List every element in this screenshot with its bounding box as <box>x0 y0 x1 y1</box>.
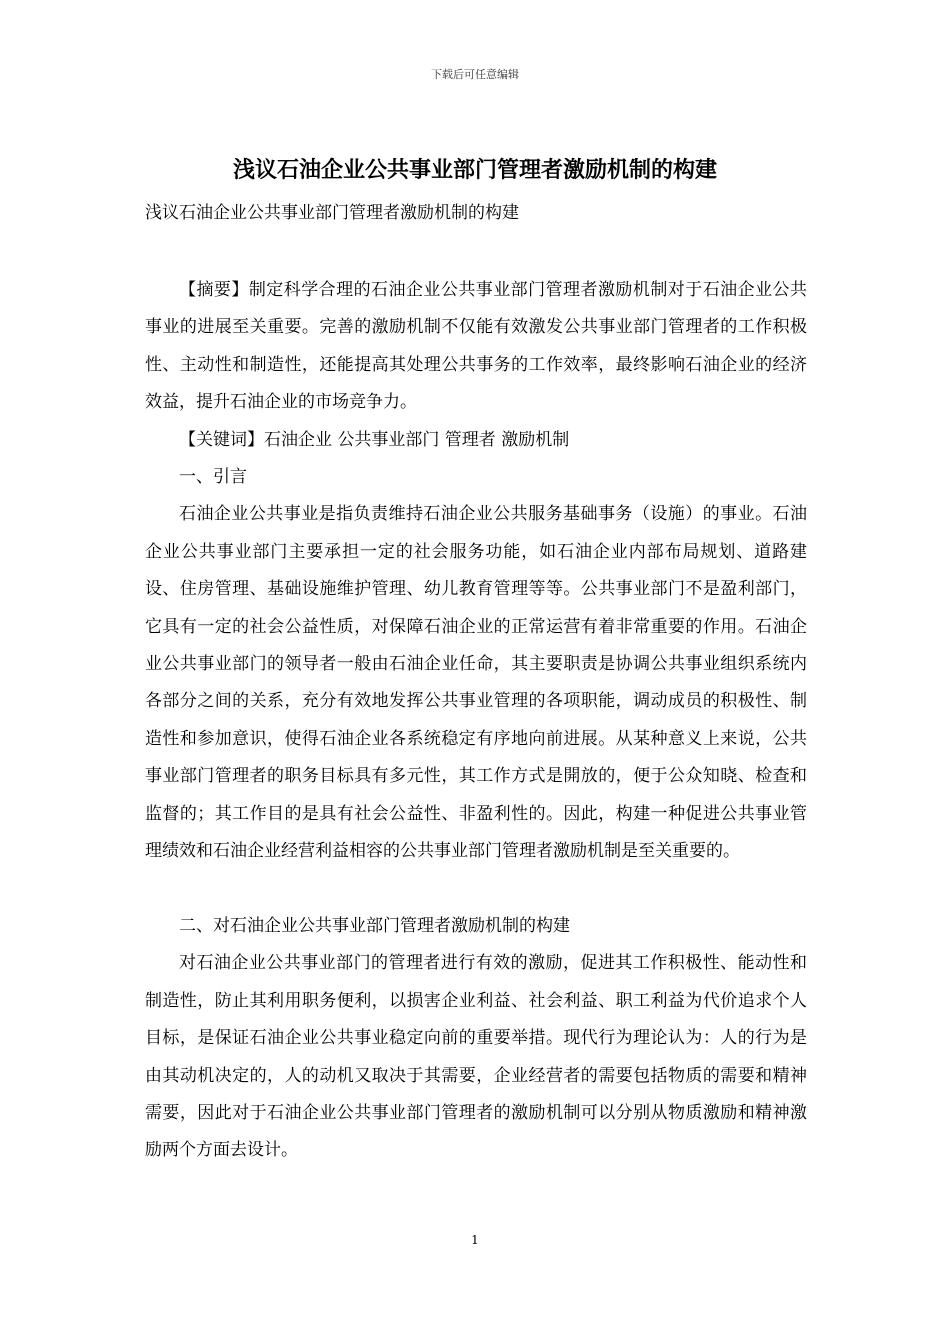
page-number: 1 <box>471 1233 479 1247</box>
abstract-paragraph: 【摘要】制定科学合理的石油企业公共事业部门管理者激励机制对于石油企业公共事业的进展至关重要。完善的激励机制不仅能有效激发公共事业部门管理者的工作积极性、主动性和制造性，还能提高其处理公共事务的工作效率，最终影响石油企业的经济效益，提升石油企业的市场竞争力。 <box>145 280 807 413</box>
document-subtitle: 浅议石油企业公共事业部门管理者激励机制的构建 <box>145 203 519 223</box>
section-heading-construction: 二、对石油企业公共事业部门管理者激励机制的构建 <box>179 915 570 936</box>
keywords-paragraph: 【关键词】石油企业 公共事业部门 管理者 激励机制 <box>179 429 570 450</box>
document-body <box>145 272 807 1170</box>
section-heading-introduction: 一、引言 <box>179 467 247 488</box>
introduction-paragraph: 石油企业公共事业是指负责维持石油企业公共服务基础事务（设施）的事业。石油企业公共事业部门主要承担一定的社会服务功能，如石油企业内部布局规划、道路建设、住房管理、基础设施维护管理、幼儿教育管理等等。公共事业部门不是盈利部门，它具有一定的社会公益性质，对保障石油企业的正常运营有着非常重要的作用。石油企业公共事业部门的领导者一般由石油企业任命，其主要职责是协调公共事业组织系统内各部分之间的关系，充分有效地发挥公共事业管理的各项职能，调动成员的积极性、制造性和参加意识，使得石油企业各系统稳定有序地向前进展。从某种意义上来说，公共事业部门管理者的职务目标具有多元性，其工作方式是開放的，便于公众知晓、检查和监督的；其工作目的是具有社会公益性、非盈利性的。因此，构建一种促进公共事业管理绩效和石油企业经营利益相容的公共事业部门管理者激励机制是至关重要的。 <box>145 504 807 862</box>
page-header-note: 下载后可任意编辑 <box>431 68 519 81</box>
construction-paragraph: 对石油企业公共事业部门的管理者进行有效的激励，促进其工作积极性、能动性和制造性，防止其利用职务便利，以损害企业利益、社会利益、职工利益为代价追求个人目标，是保证石油企业公共事业稳定向前的重要举措。现代行为理论认为：人的行为是由其动机决定的，人的动机又取决于其需要，企业经营者的需要包括物质的需要和精神需要，因此对于石油企业公共事业部门管理者的激励机制可以分别从物质激励和精神激励两个方面去设计。 <box>145 953 807 1161</box>
document-title: 浅议石油企业公共事业部门管理者激励机制的构建 <box>232 157 717 183</box>
